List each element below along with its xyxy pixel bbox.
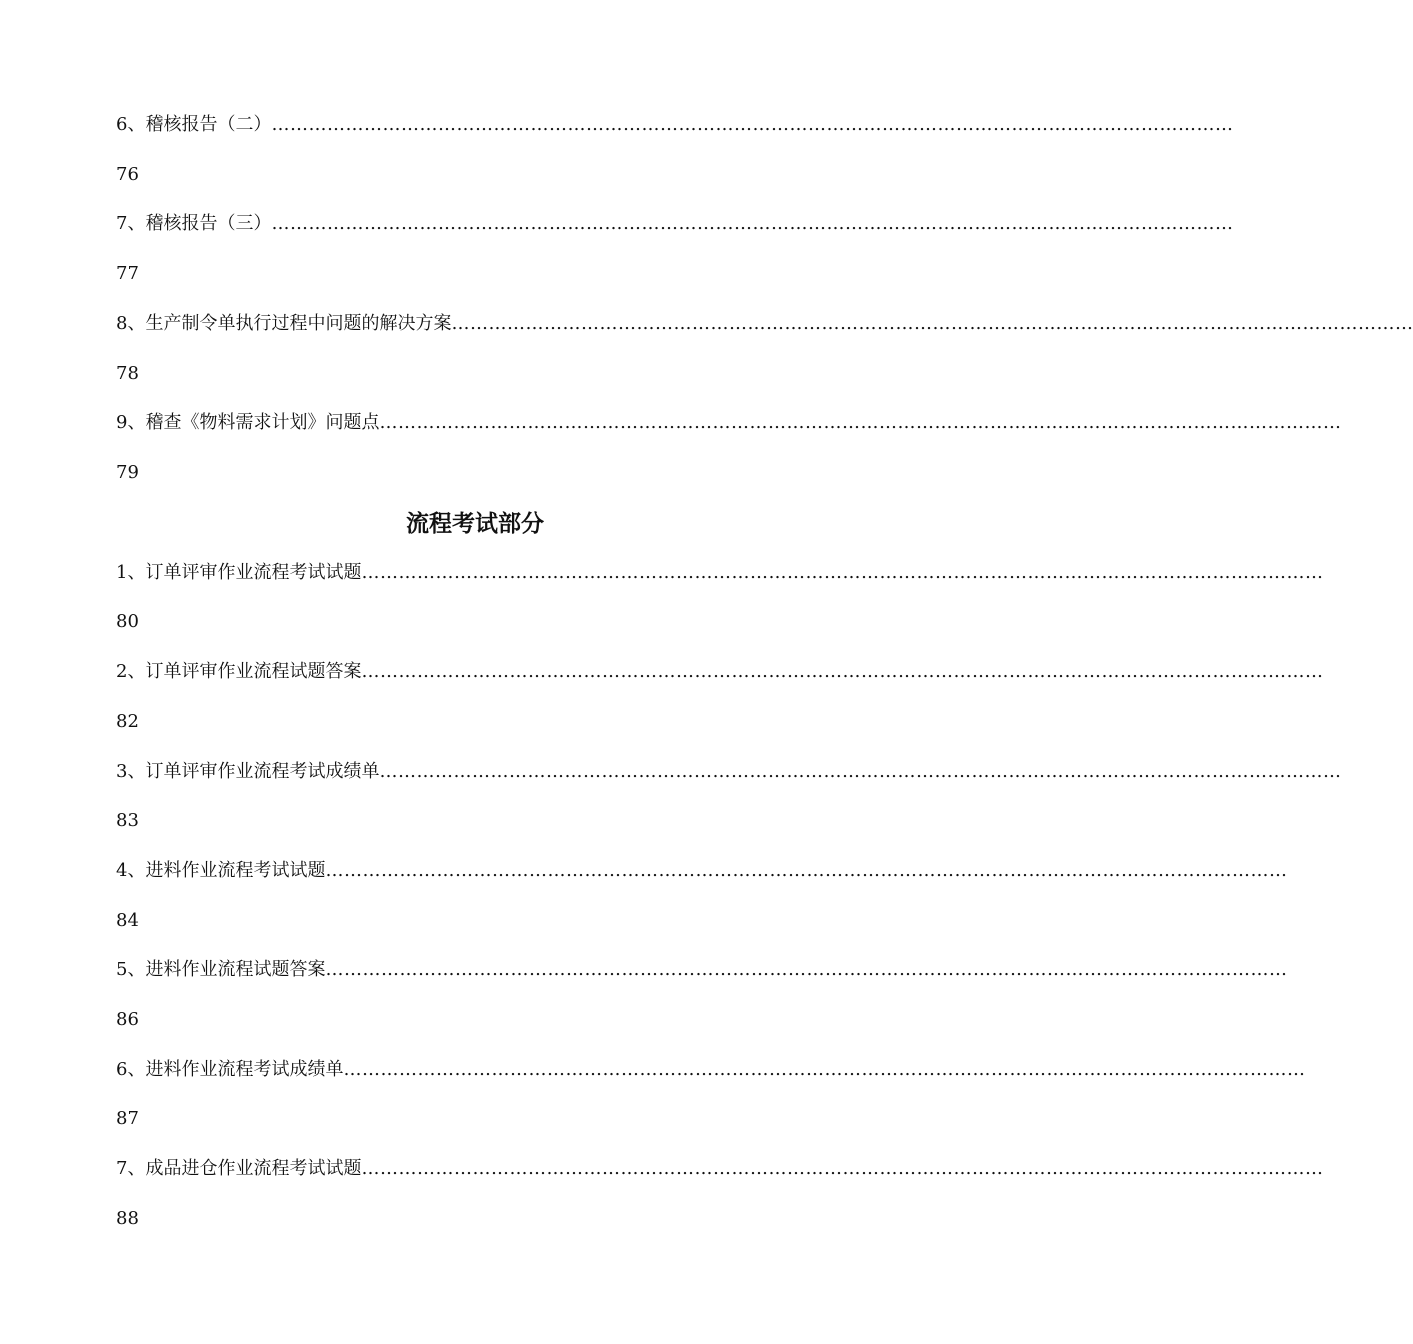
toc-entry[interactable] xyxy=(116,111,1234,139)
toc-entry-title: 6、进料作业流程考试成绩单 xyxy=(116,1059,344,1080)
toc-entry-title: 4、进料作业流程考试试题 xyxy=(116,860,326,881)
toc-leader-dots: ………………………………………………………………………………………………………………………………………… xyxy=(451,313,1413,334)
toc-entry[interactable] xyxy=(116,956,1288,984)
toc-entry-page-number: 80 xyxy=(116,611,139,632)
toc-leader-dots: ………………………………………………………………………………………………………………………………………… xyxy=(271,114,1234,135)
toc-leader-dots: ………………………………………………………………………………………………………………………………………… xyxy=(379,761,1342,782)
toc-entry-page-number: 88 xyxy=(116,1208,139,1229)
toc-leader-dots: ………………………………………………………………………………………………………………………………………… xyxy=(379,412,1342,433)
toc-entry[interactable] xyxy=(116,758,1342,786)
toc-leader-dots: ………………………………………………………………………………………………………………………………………… xyxy=(361,1158,1324,1179)
toc-entry[interactable] xyxy=(116,857,1288,885)
toc-entry-page-number: 86 xyxy=(116,1009,139,1030)
toc-entry-page-number: 78 xyxy=(116,363,139,384)
toc-leader-dots: ………………………………………………………………………………………………………………………………………… xyxy=(361,661,1324,682)
toc-entry-title: 7、稽核报告（三） xyxy=(116,213,272,234)
toc-entry-page-number: 77 xyxy=(116,263,139,284)
toc-entry-title: 5、进料作业流程试题答案 xyxy=(116,959,326,980)
toc-entry[interactable] xyxy=(116,210,1234,238)
toc-entry-page-number: 79 xyxy=(116,462,139,483)
toc-entry[interactable] xyxy=(116,1056,1306,1084)
toc-leader-dots: ………………………………………………………………………………………………………………………………………… xyxy=(361,562,1324,583)
toc-entry[interactable] xyxy=(116,409,1342,437)
toc-entry-title: 2、订单评审作业流程试题答案 xyxy=(116,661,362,682)
toc-leader-dots: ………………………………………………………………………………………………………………………………………… xyxy=(343,1059,1306,1080)
toc-entry-title: 3、订单评审作业流程考试成绩单 xyxy=(116,761,380,782)
toc-entry-page-number: 84 xyxy=(116,910,139,931)
toc-entry[interactable] xyxy=(116,1155,1324,1183)
section-heading: 流程考试部分 xyxy=(406,510,544,537)
toc-entry-title: 1、订单评审作业流程考试试题 xyxy=(116,562,362,583)
toc-entry[interactable] xyxy=(116,658,1324,686)
toc-entry-title: 7、成品进仓作业流程考试试题 xyxy=(116,1158,362,1179)
toc-entry-page-number: 76 xyxy=(116,164,139,185)
toc-entry-page-number: 87 xyxy=(116,1108,139,1129)
toc-entry-title: 6、稽核报告（二） xyxy=(116,114,272,135)
toc-leader-dots: ………………………………………………………………………………………………………………………………………… xyxy=(271,213,1234,234)
toc-leader-dots: ………………………………………………………………………………………………………………………………………… xyxy=(325,860,1288,881)
toc-entry-page-number: 83 xyxy=(116,810,139,831)
toc-entry[interactable] xyxy=(116,559,1324,587)
toc-leader-dots: ………………………………………………………………………………………………………………………………………… xyxy=(325,959,1288,980)
toc-entry-page-number: 82 xyxy=(116,711,139,732)
toc-entry-title: 9、稽查《物料需求计划》问题点 xyxy=(116,412,380,433)
toc-entry[interactable] xyxy=(116,310,1413,338)
toc-entry-title: 8、生产制令单执行过程中问题的解决方案 xyxy=(116,313,452,334)
